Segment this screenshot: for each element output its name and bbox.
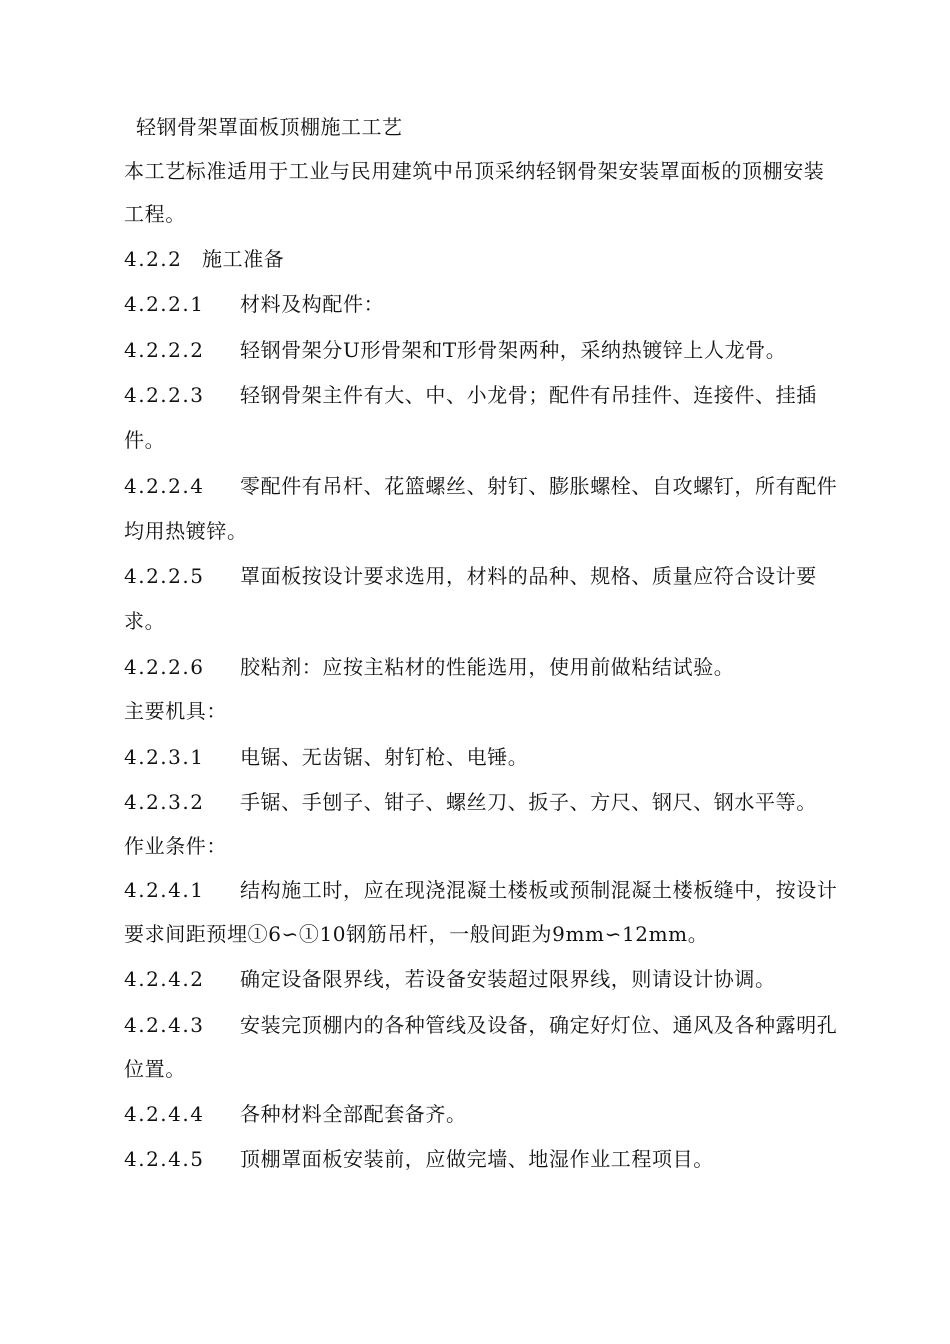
item-number: 4.2.3.2: [124, 790, 205, 814]
item-continuation: 求。: [124, 609, 166, 633]
item-number: 4.2.2.3: [124, 383, 205, 407]
item-text: 材料及构配件：: [240, 292, 385, 316]
intro-line-1: 本工艺标准适用于工业与民用建筑中吊顶采纳轻钢骨架安装罩面板的顶棚安装: [124, 159, 825, 183]
list-item: [124, 336, 786, 364]
item-text: 手锯、手刨子、钳子、螺丝刀、扳子、方尺、钢尺、钢水平等。: [240, 790, 817, 814]
item-number: 4.2.4.4: [124, 1102, 205, 1126]
document-title: 轻钢骨架罩面板顶棚施工工艺: [136, 115, 403, 139]
list-item: [124, 381, 817, 409]
item-text: 结构施工时，应在现浇混凝土楼板或预制混凝土楼板缝中，按设计: [240, 878, 838, 902]
item-text: 罩面板按设计要求选用，材料的品种、规格、质量应符合设计要: [240, 564, 817, 588]
list-item: [124, 290, 384, 318]
item-number: 4.2.2.6: [124, 655, 205, 679]
list-item: [124, 788, 817, 816]
item-text: 轻钢骨架分U形骨架和T形骨架两种，采纳热镀锌上人龙骨。: [240, 338, 787, 362]
item-text: 电锯、无齿锯、射钉枪、电锤。: [240, 745, 529, 769]
conditions-heading: 作业条件：: [124, 834, 227, 858]
item-text: 顶棚罩面板安装前，应做完墙、地湿作业工程项目。: [240, 1147, 714, 1171]
list-item: [124, 965, 776, 993]
item-text: 轻钢骨架主件有大、中、小龙骨；配件有吊挂件、连接件、挂插: [240, 383, 817, 407]
item-text: 零配件有吊杆、花篮螺丝、射钉、膨胀螺栓、自攻螺钉，所有配件: [240, 474, 838, 498]
item-number: 4.2.3.1: [124, 745, 205, 769]
item-continuation: 件。: [124, 428, 166, 452]
item-number: 4.2.2.2: [124, 338, 205, 362]
item-number: 4.2.4.5: [124, 1147, 205, 1171]
section-title: 施工准备: [202, 247, 285, 271]
list-item: [124, 743, 528, 771]
list-item: [124, 876, 837, 904]
item-number: 4.2.4.3: [124, 1013, 205, 1037]
list-item: [124, 562, 817, 590]
list-item: [124, 1100, 467, 1128]
item-text: 确定设备限界线，若设备安装超过限界线，则请设计协调。: [240, 967, 776, 991]
item-number: 4.2.4.1: [124, 878, 205, 902]
list-item: [124, 1145, 714, 1173]
item-continuation: 位置。: [124, 1057, 186, 1081]
tools-heading: 主要机具：: [124, 699, 227, 723]
section-number: 4.2.2: [124, 247, 183, 271]
section-heading: [124, 245, 284, 273]
item-number: 4.2.2.4: [124, 474, 205, 498]
item-number: 4.2.2.1: [124, 292, 205, 316]
item-text: 胶粘剂：应按主粘材的性能选用，使用前做粘结试验。: [240, 655, 735, 679]
item-number: 4.2.4.2: [124, 967, 205, 991]
item-text: 各种材料全部配套备齐。: [240, 1102, 467, 1126]
intro-line-2: 工程。: [124, 202, 186, 226]
item-continuation: 要求间距预埋①6∽①10钢筋吊杆，一般间距为9mm∽12mm。: [124, 922, 709, 946]
list-item: [124, 653, 734, 681]
list-item: [124, 472, 837, 500]
list-item: [124, 1011, 837, 1039]
item-number: 4.2.2.5: [124, 564, 205, 588]
item-text: 安装完顶棚内的各种管线及设备，确定好灯位、通风及各种露明孔: [240, 1013, 838, 1037]
item-continuation: 均用热镀锌。: [124, 519, 248, 543]
